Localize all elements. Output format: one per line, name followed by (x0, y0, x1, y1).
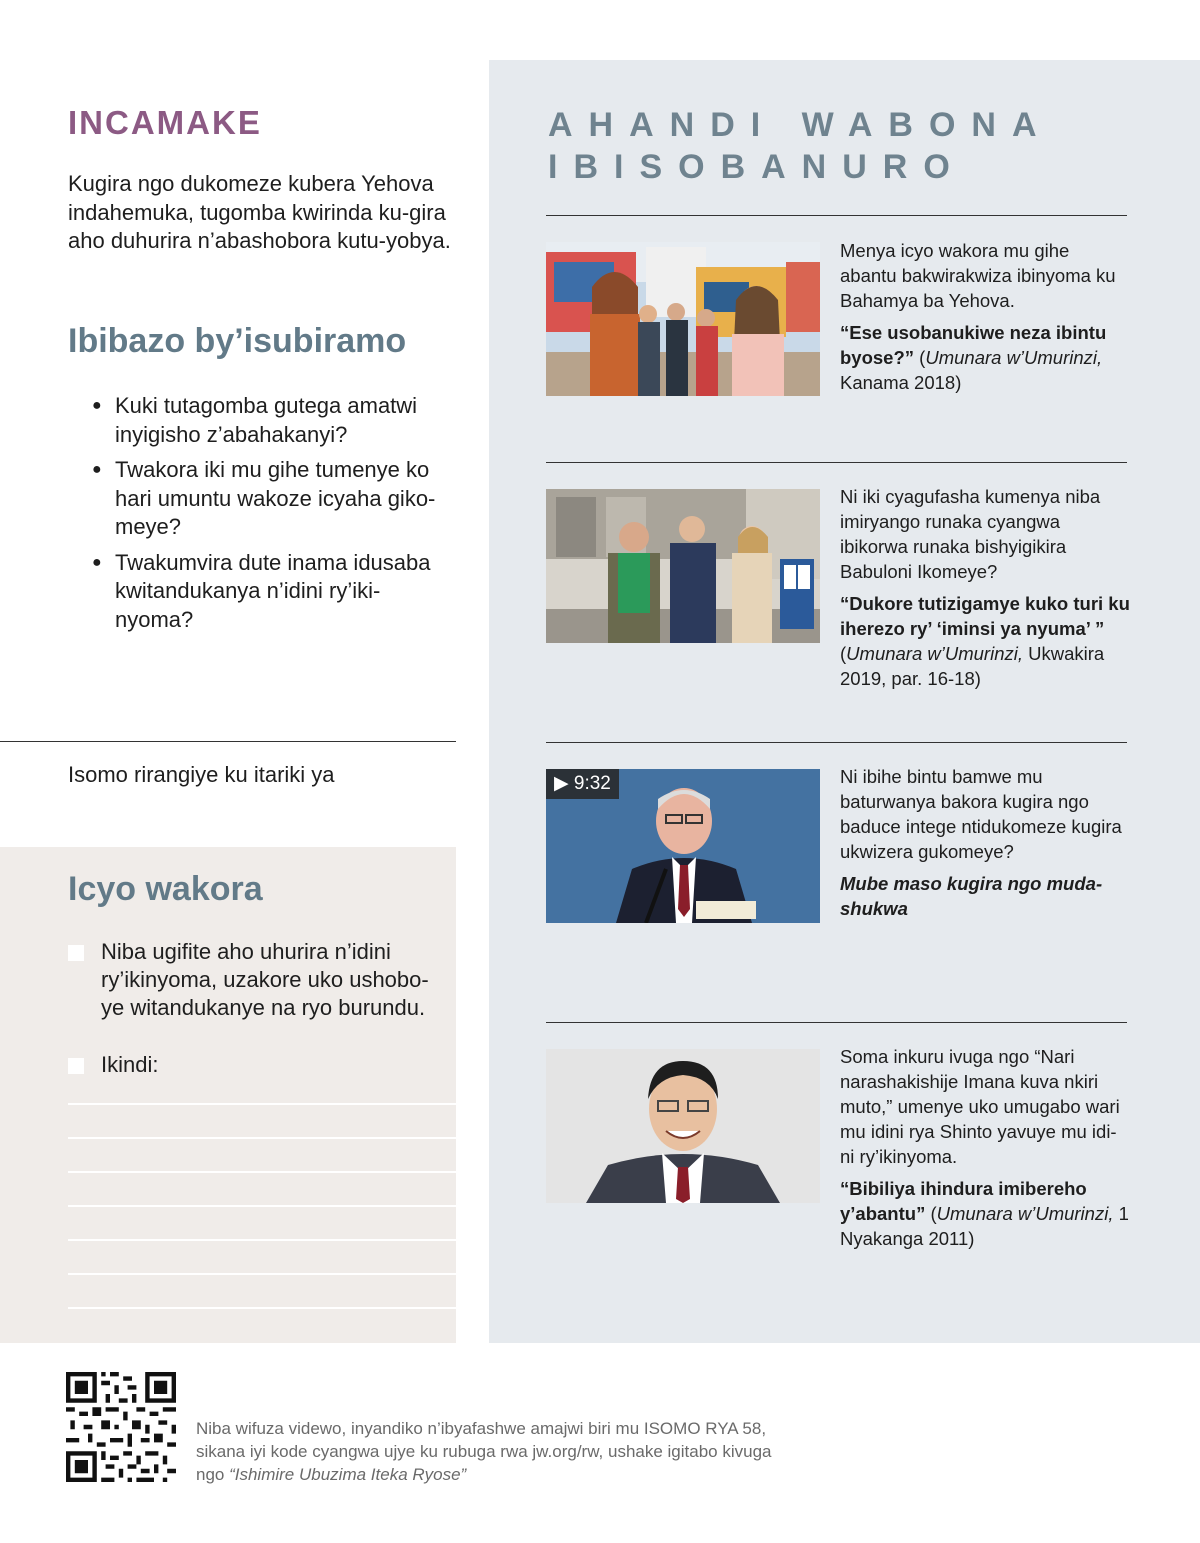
article-thumbnail-witnessing[interactable] (546, 489, 820, 643)
write-line[interactable] (68, 1171, 456, 1173)
write-line[interactable] (68, 1103, 456, 1105)
todo-box (0, 847, 456, 1343)
write-line[interactable] (68, 1239, 456, 1241)
review-question (92, 392, 452, 449)
checkbox[interactable] (68, 1058, 84, 1074)
article-question: Ni iki cyagufasha kumenya niba imiryango runaka cyangwa ibikorwa runaka bishyigikira Babuloni Ikomeye? (840, 486, 1101, 582)
article-thumbnail-news[interactable] (546, 242, 820, 396)
article-title[interactable]: “Dukore tutizigamye kuko turi ku iherezo ry’ ‘iminsi ya nyuma’ ” (840, 593, 1130, 639)
publication-date: Ukwakira 2019, par. 16-18) (840, 643, 1105, 689)
divider (546, 215, 1127, 216)
publication-date: 1 Nyakanga 2011) (840, 1203, 1129, 1249)
article-reference[interactable] (840, 591, 1130, 691)
bullet-icon: ● (92, 553, 102, 571)
divider (546, 462, 1127, 463)
write-line[interactable] (68, 1307, 456, 1309)
ref-open: ( (914, 347, 926, 368)
review-question-text: Twakora iki mu gihe tumenye ko hari umuntu wakoze icyaha giko-meye? (115, 457, 436, 539)
divider (546, 742, 1127, 743)
publication-name: Umunara w’Umurinzi, (936, 1203, 1114, 1224)
review-question (92, 549, 452, 635)
street-witnessing-photo (546, 489, 820, 643)
article-reference[interactable] (840, 320, 1130, 395)
video-title[interactable] (840, 871, 1130, 921)
more-info-title (548, 104, 1168, 188)
divider (546, 1022, 1127, 1023)
write-line[interactable] (68, 1137, 456, 1139)
summary-text: Kugira ngo dukomeze kubera Yehova indahemuka, tugomba kwirinda ku-gira aho duhurira n’abashobora kutu-yobya. (68, 171, 451, 253)
divider (0, 741, 456, 742)
todo-item-other[interactable] (68, 1051, 448, 1079)
ref-open: ( (925, 1203, 937, 1224)
more-info-title-line2: IBISOBANURO (548, 148, 966, 186)
summary-title: INCAMAKE (68, 104, 262, 141)
todo-item-text: Niba ugifite aho uhurira n’idini ry’ikinyoma, uzakore uko ushobo-ye witandukanye na ryo burundu. (101, 939, 429, 1020)
more-info-title-line1: AHANDI WABONA (548, 106, 1053, 144)
footer-text (196, 1417, 776, 1486)
video-duration-badge: ▶ 9:32 (546, 769, 619, 799)
article-title[interactable]: “Bibiliya ihindura imibereho y’abantu” (840, 1178, 1087, 1224)
bullet-icon: ● (92, 397, 102, 414)
article-reference[interactable] (840, 1176, 1130, 1251)
bullet-icon: ● (92, 461, 102, 478)
article-title[interactable]: “Ese usobanukiwe neza ibintu byose?” (840, 322, 1107, 368)
review-question-text: Twakumvira dute inama idusaba kwitandukanya n’idini ry’iki-nyoma? (115, 549, 431, 632)
publication-name: Umunara w’Umurinzi, (925, 347, 1103, 368)
write-line[interactable] (68, 1205, 456, 1207)
lesson-date-line: Isomo rirangiye ku itariki ya (68, 762, 335, 787)
review-question-text: Kuki tutagomba gutega amatwi inyigisho z’abahakanyi? (115, 393, 418, 447)
book-title[interactable]: “Ishimire Ubuzima Iteka Ryose” (229, 1465, 467, 1484)
news-crowd-illustration (546, 242, 820, 396)
qr-code-icon[interactable] (66, 1372, 176, 1482)
video-thumbnail[interactable] (546, 769, 820, 923)
video-info (840, 764, 1130, 921)
todo-item-text: Ikindi: (101, 1052, 159, 1077)
article-question: Menya icyo wakora mu gihe abantu bakwirakwiza ibinyoma ku Bahamya ba Yehova. (840, 240, 1116, 311)
article-info (840, 1044, 1130, 1251)
review-title: Ibibazo by’isubiramo (68, 322, 407, 360)
publication-date: Kanama 2018) (840, 372, 962, 393)
review-question (92, 456, 452, 542)
checkbox[interactable] (68, 945, 84, 961)
review-questions-list (92, 392, 452, 641)
footer-text-body: Niba wifuza videwo, inyandiko n’ibyafashwe amajwi biri mu ISOMO RYA 58, sikana iyi kode cyangwa ujye ku rubuga rwa jw.org/rw, ushake igitabo kivuga ngo (196, 1419, 772, 1484)
publication-name: Umunara w’Umurinzi, (846, 643, 1023, 664)
todo-title: Icyo wakora (68, 870, 263, 908)
video-title-text[interactable]: Mube maso kugira ngo muda-shukwa (840, 873, 1103, 919)
smiling-man-portrait (546, 1049, 820, 1203)
article-thumbnail-portrait[interactable] (546, 1049, 820, 1203)
ref-open: ( (840, 643, 847, 664)
article-question: Soma inkuru ivuga ngo “Nari narashakishije Imana kuva nkiri muto,” umenye uko umugabo wari mu idini rya Shinto yavuye mu idi-ni ry’ikinyoma. (840, 1046, 1120, 1167)
article-info (840, 484, 1130, 691)
video-question: Ni ibihe bintu bamwe mu baturwanya bakora kugira ngo baduce intege ntidukomeze kugira ukwizera gukomeye? (840, 766, 1122, 862)
write-line[interactable] (68, 1273, 456, 1275)
article-info (840, 238, 1130, 395)
todo-item[interactable] (68, 938, 448, 1022)
